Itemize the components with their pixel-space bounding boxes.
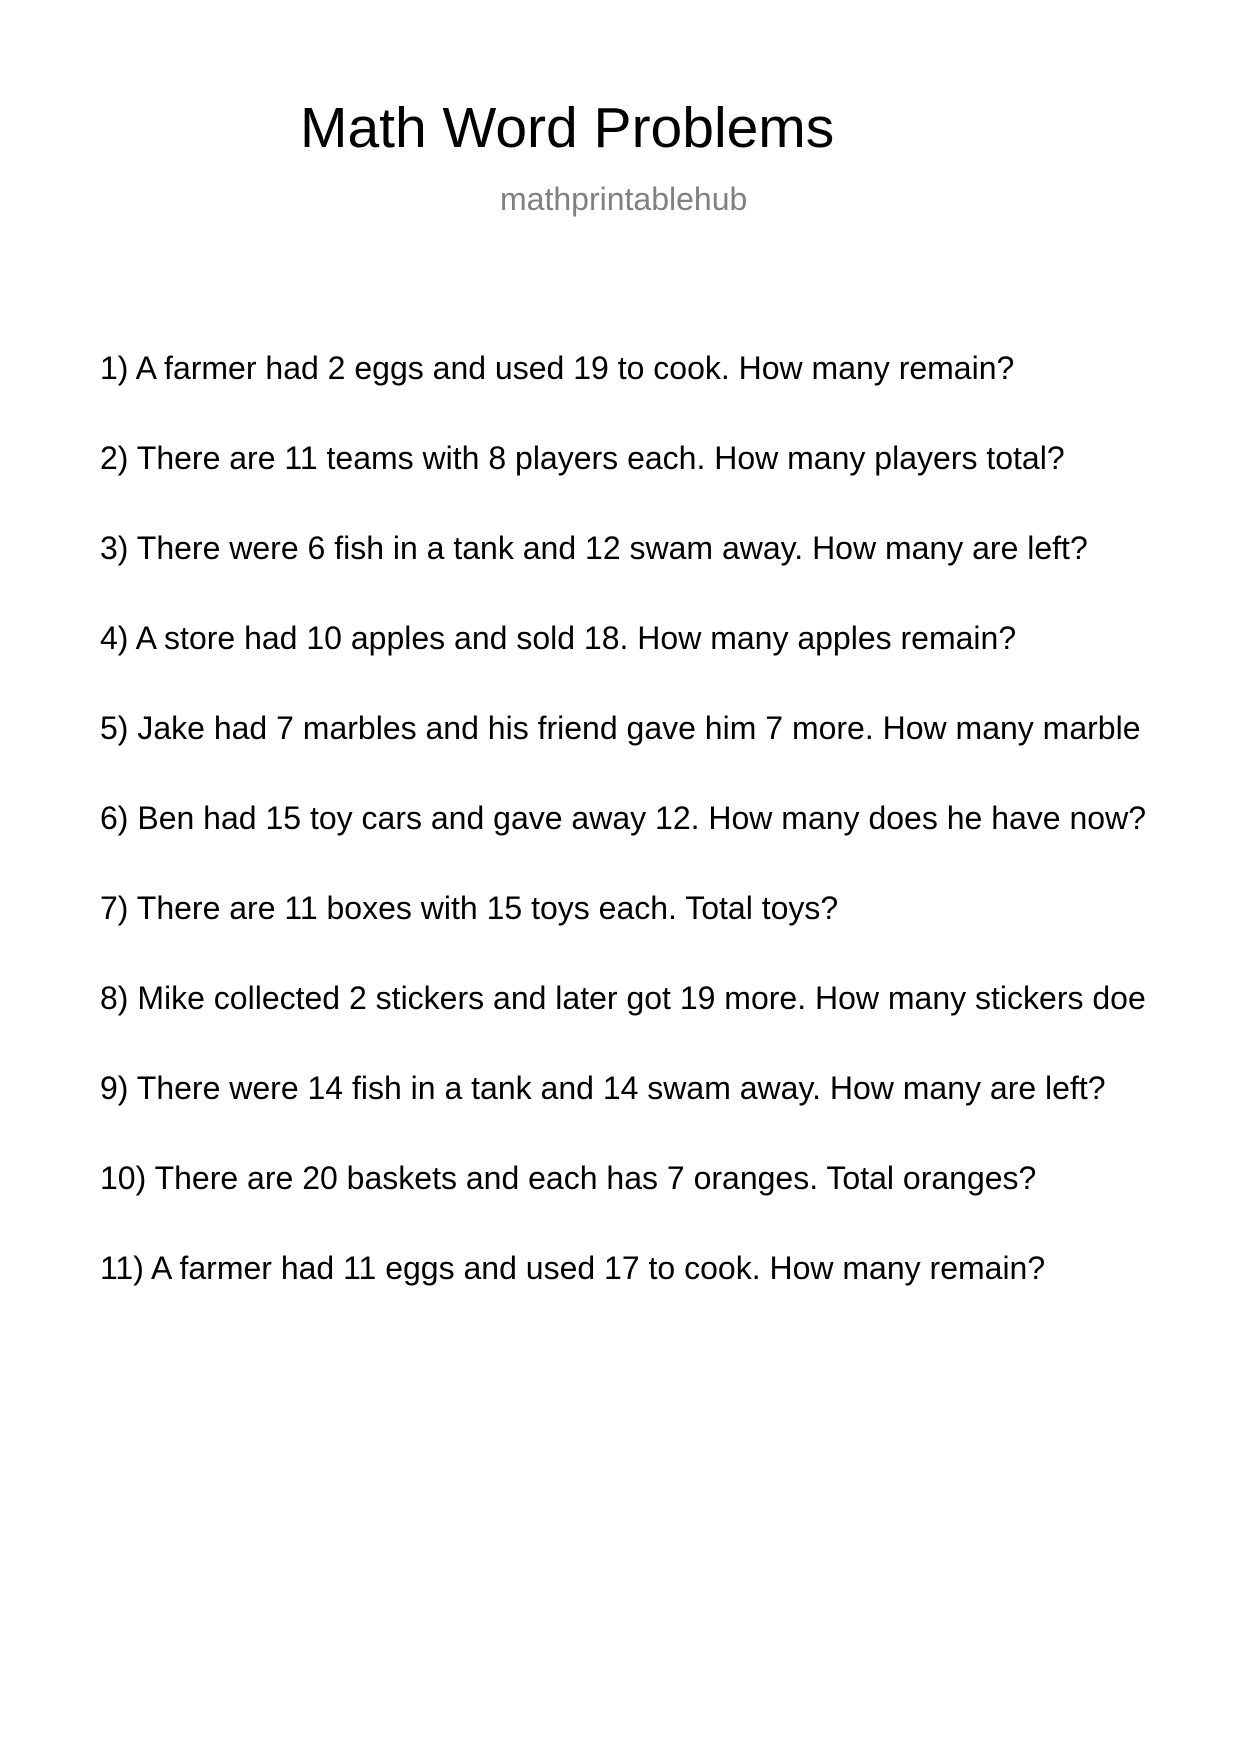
problem-item-10: 10) There are 20 baskets and each has 7 oranges. Total oranges? [100,1162,1037,1196]
worksheet-subtitle: mathprintablehub [500,181,748,217]
problem-item-7: 7) There are 11 boxes with 15 toys each. Total toys? [100,892,839,926]
problem-item-6: 6) Ben had 15 toy cars and gave away 12. How many does he have now? [100,802,1146,836]
problem-item-4: 4) A store had 10 apples and sold 18. How many apples remain? [100,622,1017,656]
problem-list [100,352,1240,1342]
worksheet-title: Math Word Problems [300,96,835,160]
problem-item-3: 3) There were 6 fish in a tank and 12 swam away. How many are left? [100,532,1088,566]
problem-item-2: 2) There are 11 teams with 8 players each. How many players total? [100,442,1065,476]
problem-item-1: 1) A farmer had 2 eggs and used 19 to cook. How many remain? [100,352,1015,386]
problem-item-5: 5) Jake had 7 marbles and his friend gave him 7 more. How many marble [100,712,1141,746]
problem-item-9: 9) There were 14 fish in a tank and 14 swam away. How many are left? [100,1072,1106,1106]
problem-item-11: 11) A farmer had 11 eggs and used 17 to cook. How many remain? [100,1252,1046,1286]
problem-item-8: 8) Mike collected 2 stickers and later got 19 more. How many stickers doe [100,982,1146,1016]
